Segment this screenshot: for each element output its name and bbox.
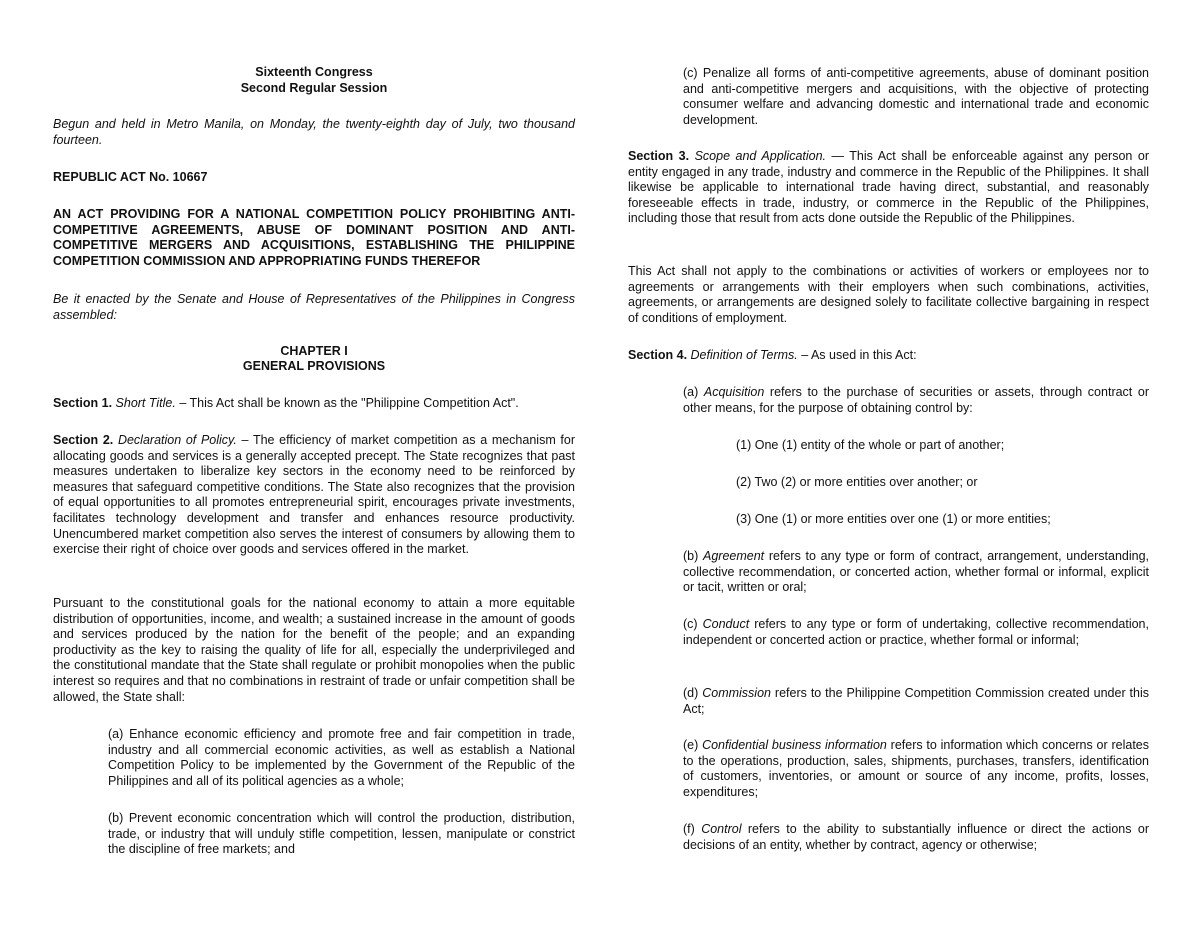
term-acquisition: Acquisition bbox=[703, 385, 765, 399]
acquisition-sub-1: (1) One (1) entity of the whole or part of another; bbox=[736, 438, 1005, 452]
section-4 bbox=[628, 348, 1149, 364]
definition-control: (f) Control refers to the ability to substantially influence or direct the actions or decisions of an entity, whether by contract, agency or otherwise; bbox=[683, 822, 1149, 852]
section-1 bbox=[53, 396, 575, 412]
congress-heading: Sixteenth Congress bbox=[255, 65, 373, 79]
term-commission: Commission bbox=[702, 686, 771, 700]
definition-acquisition: (a) Acquisition refers to the purchase of securities or assets, through contract or other means, for the purpose of obtaining control by: bbox=[683, 385, 1149, 415]
acquisition-sub-2: (2) Two (2) or more entities over another; or bbox=[736, 475, 978, 489]
begun-paragraph: Begun and held in Metro Manila, on Monday, the twenty-eighth day of July, two thousand fourteen. bbox=[53, 117, 575, 147]
definition-commission: (d) Commission refers to the Philippine Competition Commission created under this Act; bbox=[683, 686, 1149, 716]
section-2-heading: Declaration of Policy. bbox=[117, 433, 237, 447]
policy-item-c: (c) Penalize all forms of anti-competitive agreements, abuse of dominant position and anti-competitive mergers and acquisitions, with the objective of protecting consumer welfare and advancing domestic and international trade and economic development. bbox=[683, 66, 1149, 127]
pursuant-paragraph: Pursuant to the constitutional goals for the national economy to attain a more equitable distribution of opportunities, income, and wealth; a sustained increase in the amount of goods and services produced by the nation for the benefit of the people; and an expanding productivity as the key to raising the quality of life for all, especially the underprivileged and the constitutional mandate that the State shall regulate or prohibit monopolies when the public interest so requires and that no combinations in restraint of trade or unfair competition shall be allowed, the State shall: bbox=[53, 596, 575, 704]
section-3 bbox=[628, 149, 1149, 227]
term-agreement: Agreement bbox=[703, 549, 765, 563]
session-heading: Second Regular Session bbox=[240, 81, 388, 95]
section-4-text: – As used in this Act: bbox=[797, 348, 917, 362]
section-2-text: – The efficiency of market competition as a mechanism for allocating goods and services is a generally accepted precept. The State recognizes that past measures undertaken to liberalize key sectors in the economy need to be reinforced by measures that safeguard competitive conditions. The State also recognizes that the provision of equal opportunities to all promotes entrepreneurial spirit, encourages private investments, facilitates technology development and transfer and enhances resource productivity. Unencumbered market competition also serves the interest of consumers by allowing them to exercise their right of choice over goods and services offered in the market. bbox=[53, 433, 575, 557]
section-3-exception: This Act shall not apply to the combinations or activities of workers or employees nor to agreements or arrangements with their employers when such combinations, activities, agreements, or arrangements are designed solely to facilitate collective bargaining in respect of conditions of employment. bbox=[628, 264, 1149, 325]
term-conduct: Conduct bbox=[702, 617, 750, 631]
section-4-label: Section 4. bbox=[628, 348, 688, 362]
enacting-clause: Be it enacted by the Senate and House of Representatives of the Philippines in Congress assembled: bbox=[53, 292, 575, 322]
section-3-text: — This Act shall be enforceable against any person or entity engaged in any trade, industry and commerce in the Republic of the Philippines. It shall likewise be applicable to international trade having direct, substantial, and reasonably foreseeable effects in trade, industry, or commerce in the Republic of the Philippines, including those that result from acts done outside the Republic of the Philippines. bbox=[628, 149, 1149, 226]
section-3-label: Section 3. bbox=[628, 149, 690, 163]
definition-agreement: (b) Agreement refers to any type or form of contract, arrangement, understanding, collective recommendation, or concerted action, whether formal or informal, explicit or tacit, written or oral; bbox=[683, 549, 1149, 595]
definition-confidential-info: (e) Confidential business information refers to information which concerns or relates to the operations, production, sales, shipments, purchases, transfers, identification of customers, inventories, or amount or source of any income, profits, losses, expenditures; bbox=[683, 738, 1149, 799]
definition-conduct: (c) Conduct refers to any type or form of undertaking, collective recommendation, independent or concerted action or practice, whether formal or informal; bbox=[683, 617, 1149, 647]
term-confidential-info: Confidential business information bbox=[702, 738, 887, 752]
act-title: AN ACT PROVIDING FOR A NATIONAL COMPETITION POLICY PROHIBITING ANTI-COMPETITIVE AGREEMENTS, ABUSE OF DOMINANT POSITION AND ANTI-COMPETITIVE MERGERS AND ACQUISITIONS, ESTABLISHING THE PHILIPPINE COMPETITION COMMISSION AND APPROPRIATING FUNDS THEREFOR bbox=[53, 207, 575, 268]
policy-item-b: (b) Prevent economic concentration which will control the production, distribution, trade, or industry that will unduly stifle competition, lessen, manipulate or constrict the discipline of free markets; and bbox=[108, 811, 575, 857]
term-control: Control bbox=[701, 822, 742, 836]
section-1-text: – This Act shall be known as the "Philippine Competition Act". bbox=[175, 396, 519, 410]
acquisition-sub-3: (3) One (1) or more entities over one (1) or more entities; bbox=[736, 512, 1051, 526]
section-1-heading: Short Title. bbox=[115, 396, 176, 410]
chapter-title: GENERAL PROVISIONS bbox=[242, 359, 386, 373]
section-2-label: Section 2. bbox=[53, 433, 114, 447]
policy-item-a: (a) Enhance economic efficiency and promote free and fair competition in trade, industry and all commercial economic activities, as well as establish a National Competition Policy to be implemented by the Government of the Republic of the Philippines and all of its political agencies as a whole; bbox=[108, 727, 575, 788]
chapter-number: CHAPTER I bbox=[280, 344, 348, 358]
section-3-heading: Scope and Application. bbox=[694, 149, 827, 163]
section-1-label: Section 1. bbox=[53, 396, 113, 410]
section-4-heading: Definition of Terms. bbox=[690, 348, 798, 362]
act-number: REPUBLIC ACT No. 10667 bbox=[53, 170, 208, 184]
section-2 bbox=[53, 433, 575, 558]
